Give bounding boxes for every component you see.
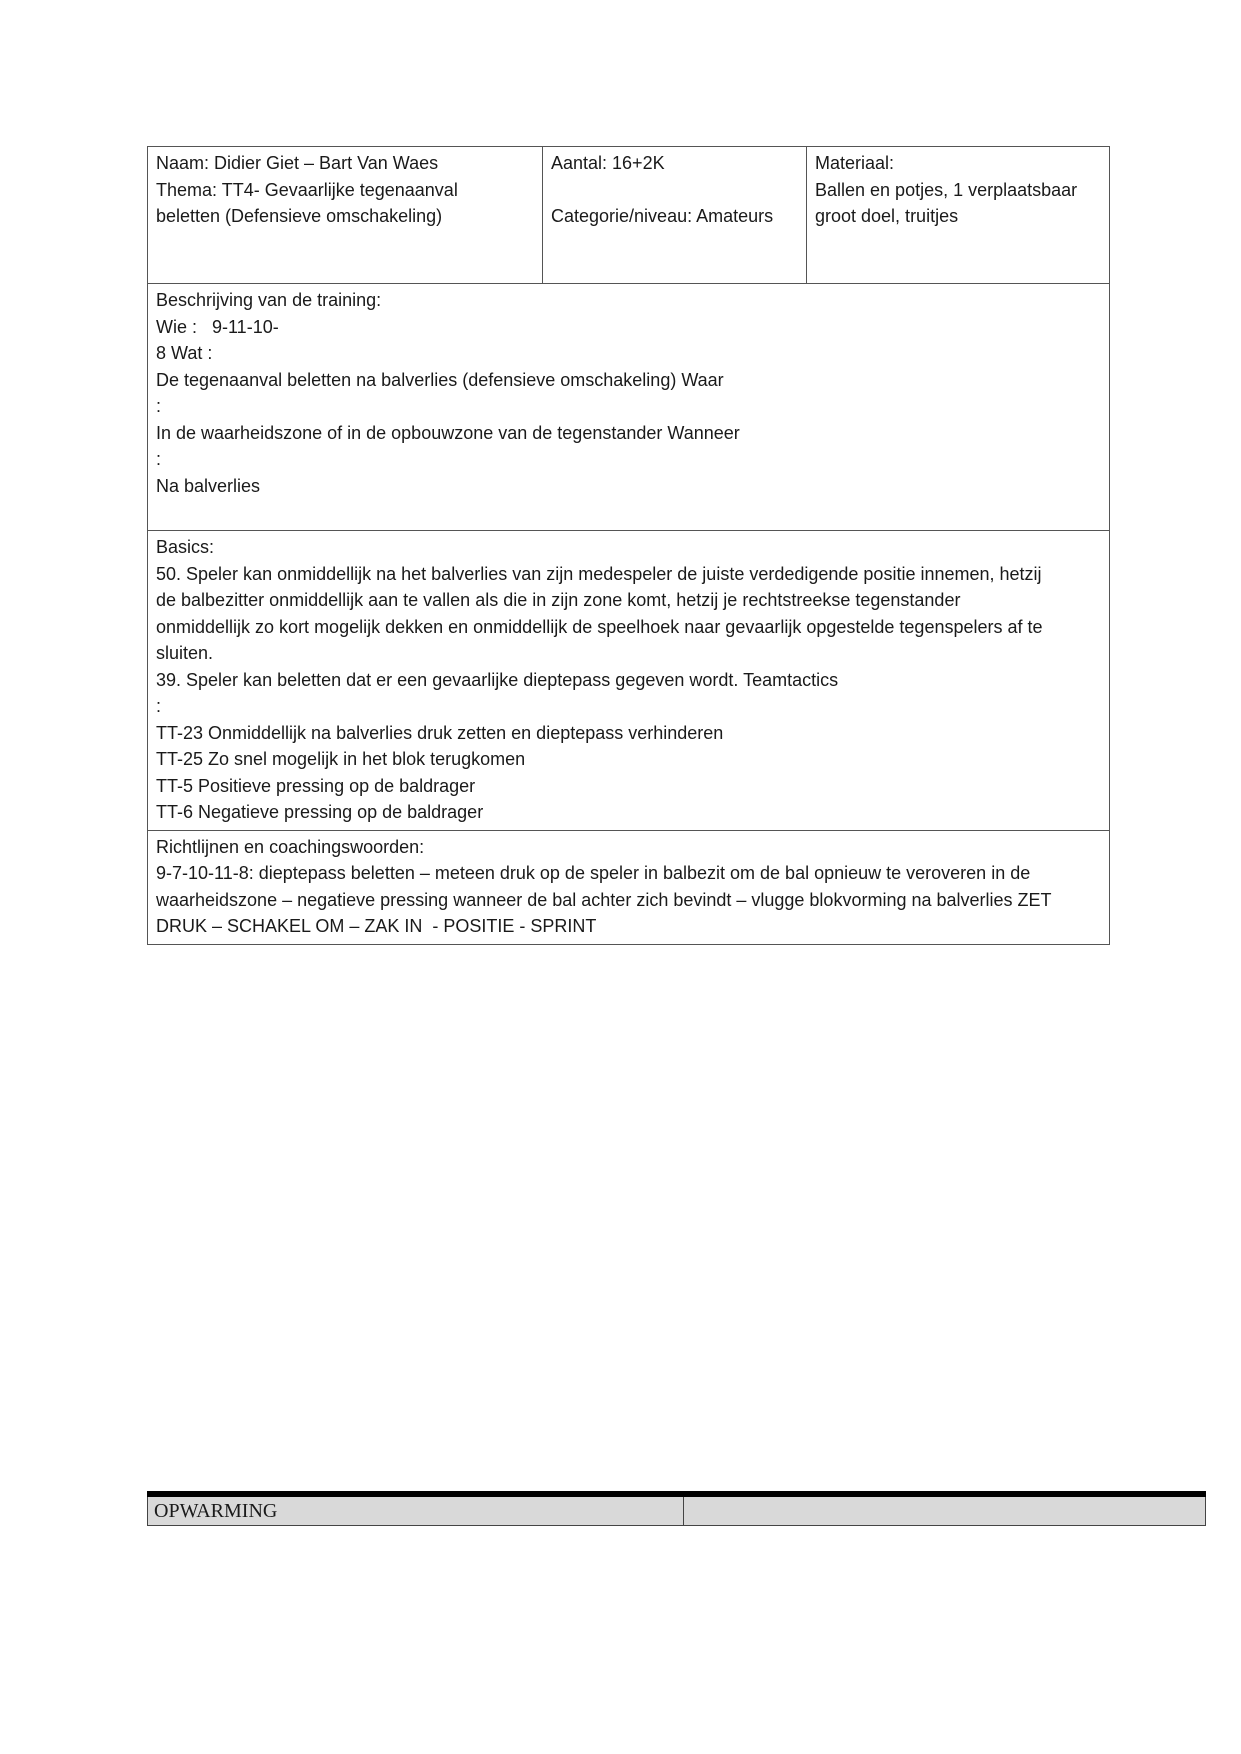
aantal-categorie-cell [543,147,807,284]
naam-thema-cell [148,147,543,284]
beschrijving-row [148,284,1110,531]
richtlijnen-line: waarheidszone – negatieve pressing wanneer de bal achter zich bevindt – vlugge blokvorming na balverlies ZET [156,889,1052,910]
opwarming-right-cell [684,1494,1206,1526]
basics-row [148,531,1110,831]
basics-line: sluiten. [156,643,214,663]
basics-cell [148,531,1110,831]
basics-line: TT-23 Onmiddellijk na balverlies druk zetten en dieptepass verhinderen [156,722,724,743]
basics-line: : [156,696,162,716]
beschrijving-line: : [156,449,162,469]
header-row [148,147,1110,284]
materiaal-text-line-1: Ballen en potjes, 1 verplaatsbaar [815,179,1078,200]
basics-heading: Basics: [156,537,215,557]
basics-line: de balbezitter onmiddellijk aan te vallen als die in zijn zone komt, hetzij je rechtstreekse tegenstander [156,590,961,610]
materiaal-cell [807,147,1110,284]
spacer [551,177,798,204]
beschrijving-line: : [156,396,162,416]
basics-line: TT-25 Zo snel mogelijk in het blok terugkomen [156,749,526,769]
thema-text-line-2: beletten (Defensieve omschakeling) [156,206,443,226]
richtlijnen-line: 9-7-10-11-8: dieptepass beletten – meteen druk op de speler in balbezit om de bal opnieuw te veroveren in de [156,863,1031,883]
categorie-text: Categorie/niveau: Amateurs [551,206,774,226]
materiaal-text-line-2: groot doel, truitjes [815,206,959,226]
opwarming-label-cell: OPWARMING [148,1494,684,1526]
thema-text-line-1: Thema: TT4- Gevaarlijke tegenaanval [156,179,458,200]
aantal-text: Aantal: 16+2K [551,153,665,173]
basics-line: 39. Speler kan beletten dat er een gevaarlijke dieptepass gegeven wordt. Teamtactics [156,669,839,690]
materiaal-label: Materiaal: [815,153,895,173]
beschrijving-cell [148,284,1110,531]
richtlijnen-line: DRUK – SCHAKEL OM – ZAK IN - POSITIE - SPRINT [156,916,597,936]
basics-line: onmiddellijk zo kort mogelijk dekken en onmiddellijk de speelhoek naar gevaarlijk opgestelde tegenspelers af te [156,616,1043,637]
beschrijving-line: In de waarheidszone of in de opbouwzone van de tegenstander Wanneer [156,422,740,443]
naam-text: Naam: Didier Giet – Bart Van Waes [156,153,439,173]
beschrijving-line: Na balverlies [156,475,261,496]
opwarming-row [148,1494,1206,1526]
basics-line: 50. Speler kan onmiddellijk na het balverlies van zijn medespeler de juiste verdedigende positie innemen, hetzij [156,563,1042,584]
beschrijving-line: De tegenaanval beletten na balverlies (defensieve omschakeling) Waar [156,369,724,390]
basics-line: TT-5 Positieve pressing op de baldrager [156,775,476,796]
opwarming-table [147,1491,1206,1526]
beschrijving-heading: Beschrijving van de training: [156,290,382,310]
richtlijnen-row [148,830,1110,944]
beschrijving-line: 8 Wat : [156,343,213,363]
training-info-table [147,146,1110,945]
basics-line: TT-6 Negatieve pressing op de baldrager [156,802,484,822]
richtlijnen-heading: Richtlijnen en coachingswoorden: [156,836,425,857]
beschrijving-line: Wie : 9-11-10- [156,316,279,337]
richtlijnen-cell [148,830,1110,944]
